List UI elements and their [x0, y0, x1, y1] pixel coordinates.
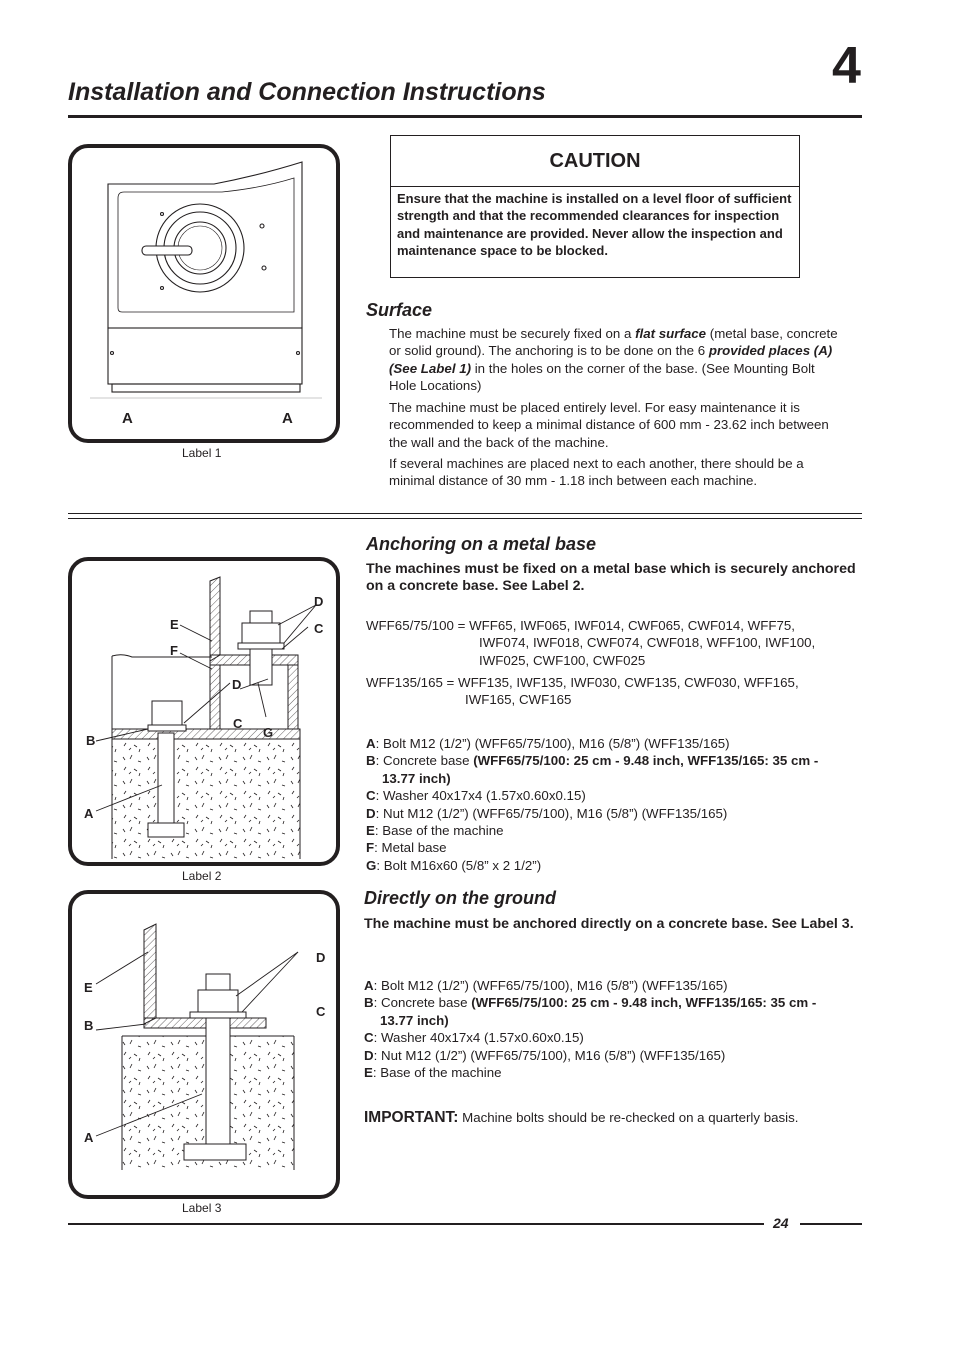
figure-2-frame	[68, 557, 340, 866]
figure-2-caption: Label 2	[182, 869, 222, 883]
fig3-label-e: E	[84, 980, 93, 995]
ground-item-d: D: Nut M12 (1/2”) (WFF65/75/100), M16 (5/8”) (WFF135/165)	[364, 1047, 726, 1063]
fig3-label-b: B	[84, 1018, 94, 1033]
surface-paragraph-2: The machine must be placed entirely level. For easy maintenance it is recommended to keep a minimal distance of 600 mm - 23.62 inch between the wall and the back of the machine.	[389, 400, 829, 450]
caution-text: Ensure that the machine is installed on a level floor of sufficient strength and that the recommended clearances for inspection and maintenance are provided. Never allow the inspection and maintenance space to be blocked.	[397, 191, 792, 259]
machine-front-illustration	[72, 148, 336, 439]
legend-item-f: F: Metal base	[366, 840, 447, 856]
ground-legend	[364, 977, 862, 1081]
footer-rule-left	[68, 1223, 764, 1225]
surface-heading: Surface	[366, 300, 433, 320]
fig2-label-c-lower: C	[233, 716, 243, 731]
figure-1-caption: Label 1	[182, 446, 222, 460]
footer-rule-right	[800, 1223, 862, 1225]
metal-base-intro: The machines must be fixed on a metal base which is securely anchored on a concrete base. See Label 2.	[366, 561, 856, 595]
legend-item-a: A: Bolt M12 (1/2”) (WFF65/75/100), M16 (5/8”) (WFF135/165)	[366, 736, 730, 751]
fig2-label-f: F	[170, 643, 178, 658]
ground-heading: Directly on the ground	[364, 888, 557, 908]
page-title: Installation and Connection Instructions	[68, 78, 546, 106]
surface-paragraph-3: If several machines are placed next to each another, there should be a minimal distance of 30 mm - 1.18 inch between each machine.	[389, 456, 804, 489]
fig2-label-a: A	[84, 806, 94, 821]
header-rule	[68, 115, 862, 118]
ground-intro: The machine must be anchored directly on a concrete base. See Label 3.	[364, 916, 854, 932]
legend-item-e: E: Base of the machine	[366, 823, 504, 839]
figure-3-caption: Label 3	[182, 1201, 222, 1215]
figure-1-frame	[68, 144, 340, 443]
ground-item-c: C: Washer 40x17x4 (1.57x0.60x0.15)	[364, 1030, 584, 1046]
page-number: 24	[773, 1215, 789, 1231]
legend-item-b: B: Concrete base (WFF65/75/100: 25 cm - 9.48 inch, WFF135/165: 35 cm -	[366, 753, 819, 769]
ground-item-b-cont: 13.77 inch)	[380, 1012, 449, 1028]
ground-item-b: B: Concrete base (WFF65/75/100: 25 cm - 9.48 inch, WFF135/165: 35 cm -	[364, 995, 817, 1011]
surface-paragraph-1: The machine must be securely fixed on a flat surface (metal base, concrete or solid ground). The anchoring is to be done on the 6 provided places (A) (See Label 1) in the holes on the corner of the base. (See Mounting Bolt Hole Locations)	[389, 326, 838, 394]
section-separator-bottom	[68, 518, 862, 519]
metal-base-legend	[366, 735, 862, 874]
models-wff135-line1: WFF135/165 = WFF135, IWF135, IWF030, CWF135, CWF030, WFF165,	[366, 675, 799, 690]
legend-item-d: D: Nut M12 (1/2”) (WFF65/75/100), M16 (5/8”) (WFF135/165)	[366, 805, 728, 821]
figure-3-frame	[68, 890, 340, 1199]
chapter-number: 4	[832, 37, 861, 95]
metal-base-heading: Anchoring on a metal base	[366, 534, 597, 554]
fig2-label-d-lower: D	[232, 677, 242, 692]
legend-item-g: G: Bolt M16x60 (5/8” x 2 1/2”)	[366, 857, 542, 873]
metal-base-anchoring-illustration	[72, 561, 336, 862]
models-wff65-line1: WFF65/75/100 = WFF65, IWF065, IWF014, CWF065, CWF014, WFF75,	[366, 618, 795, 633]
models-wff65-line3: IWF025, CWF100, CWF025	[479, 653, 646, 668]
models-wff65-line2: IWF074, IWF018, CWF074, CWF018, WFF100, IWF100,	[479, 635, 816, 650]
important-note	[364, 1109, 798, 1127]
fig3-label-c: C	[316, 1004, 326, 1019]
important-label: IMPORTANT:	[364, 1109, 459, 1126]
fig2-label-c-top: C	[314, 621, 324, 636]
ground-anchoring-illustration	[72, 894, 336, 1195]
fig2-label-e: E	[170, 617, 179, 632]
caution-box	[390, 135, 800, 278]
important-text: Machine bolts should be re-checked on a quarterly basis.	[458, 1110, 799, 1125]
fig2-label-b: B	[86, 733, 96, 748]
fig3-label-d: D	[316, 950, 326, 965]
legend-item-c: C: Washer 40x17x4 (1.57x0.60x0.15)	[366, 788, 586, 804]
fig3-label-a: A	[84, 1130, 94, 1145]
section-separator-top	[68, 513, 862, 514]
ground-item-a: A: Bolt M12 (1/2”) (WFF65/75/100), M16 (5/8”) (WFF135/165)	[364, 978, 728, 993]
caution-heading: CAUTION	[391, 136, 799, 187]
ground-item-e: E: Base of the machine	[364, 1065, 502, 1081]
marker-a-left: A	[122, 410, 133, 427]
fig2-label-g: G	[263, 725, 274, 740]
legend-item-b-cont: 13.77 inch)	[382, 770, 451, 786]
fig2-label-d-top: D	[314, 594, 324, 609]
models-wff135-line2: IWF165, CWF165	[465, 692, 572, 707]
marker-a-right: A	[282, 410, 293, 427]
